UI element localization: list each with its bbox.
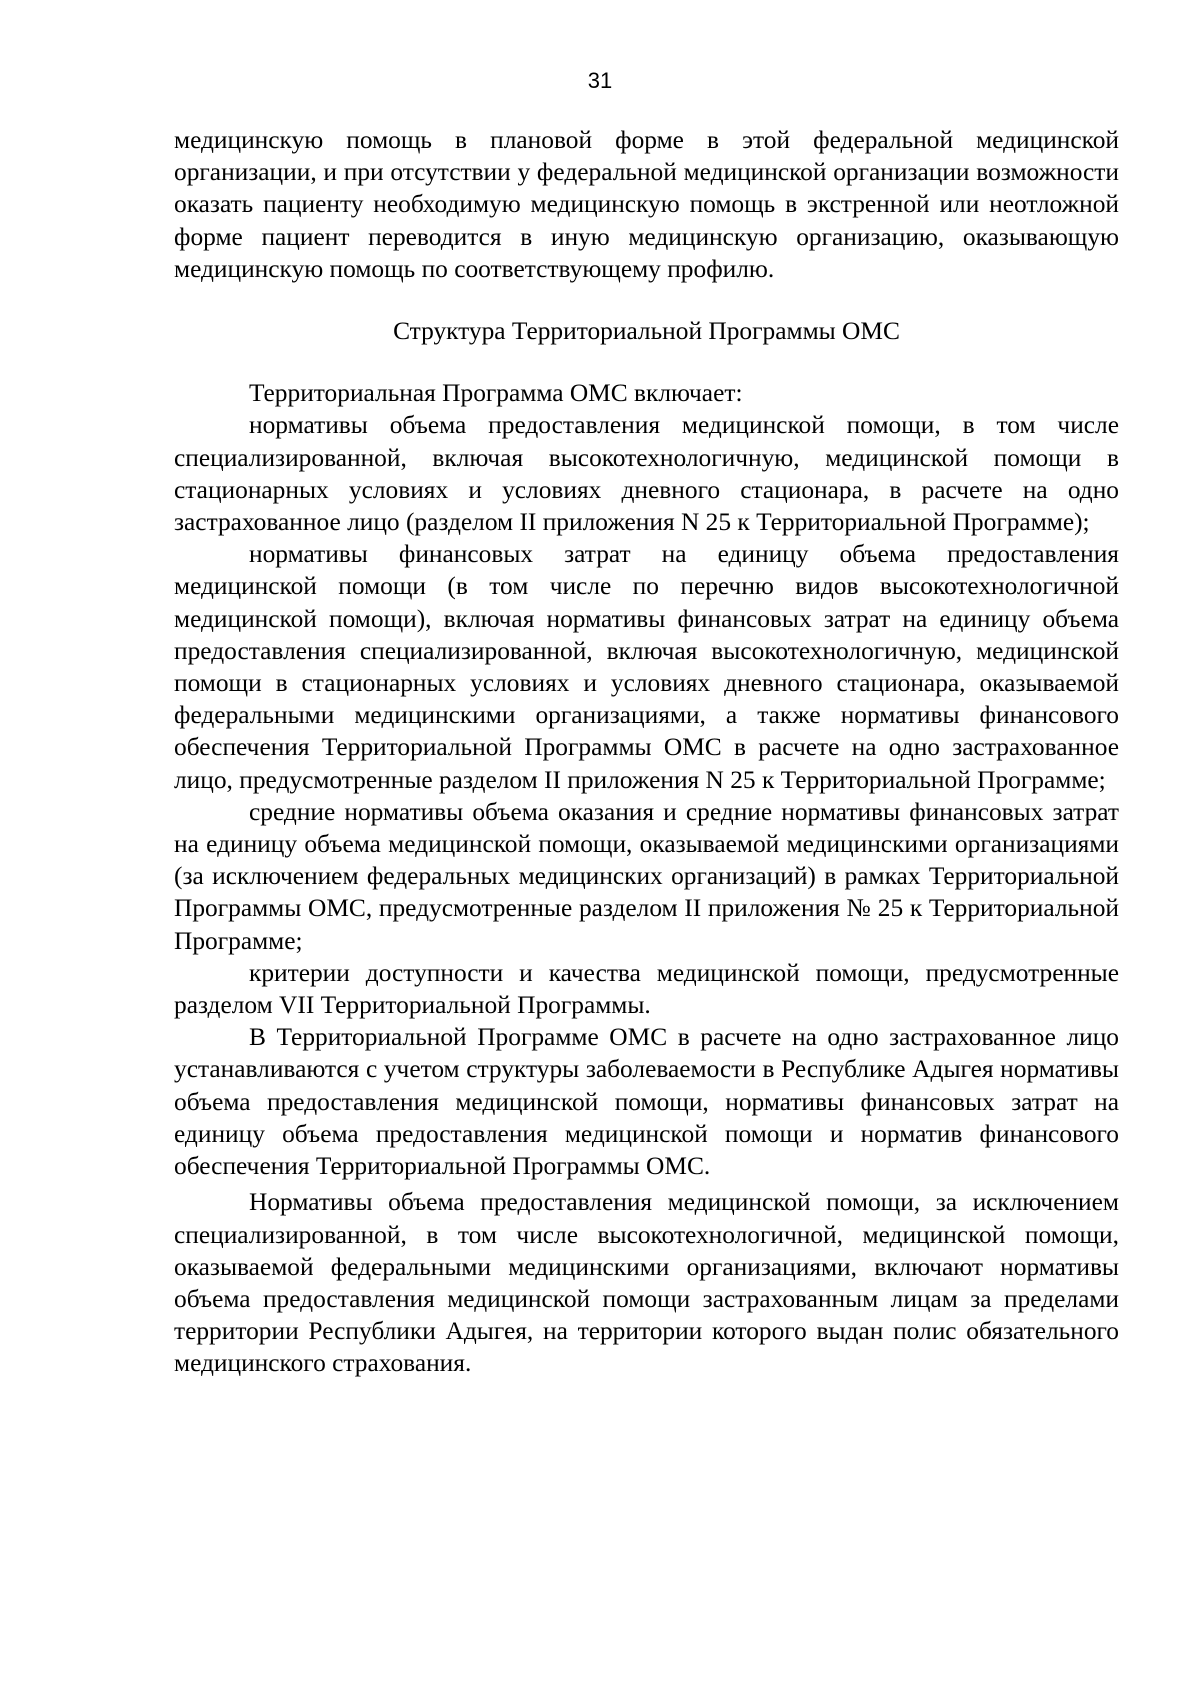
document-body (174, 124, 1119, 1380)
list-item: нормативы объема предоставления медицинской помощи, в том числе специализированной, включая высокотехнологичную, медицинской помощи в стационарных условиях и условиях дневного стационара, в расчете на одно застрахованное лицо (разделом II приложения N 25 к Территориальной Программе); (174, 411, 1119, 537)
page-number: 31 (587, 68, 613, 93)
list-item: критерии доступности и качества медицинской помощи, предусмотренные разделом VII Территориальной Программы. (174, 958, 1119, 1020)
section-heading: Структура Территориальной Программы ОМС (393, 317, 900, 346)
lead-paragraph: Территориальная Программа ОМС включает: (249, 379, 743, 408)
list-item: средние нормативы объема оказания и средние нормативы финансовых затрат на единицу объема медицинской помощи, оказываемой медицинскими организациями (за исключением федеральных медицинских организаций) в рамках Территориальной Программы ОМС, предусмотренные разделом II приложения № 25 к Территориальной Программе; (174, 797, 1119, 955)
norms-paragraph: В Территориальной Программе ОМС в расчете на одно застрахованное лицо устанавливаются с учетом структуры заболеваемости в Республике Адыгея нормативы объема предоставления медицинской помощи, нормативы финансовых затрат на единицу объема предоставления медицинской помощи и норматив финансового обеспечения Территориальной Программы ОМС. (174, 1023, 1119, 1181)
final-paragraph: Нормативы объема предоставления медицинской помощи, за исключением специализированной, в том числе высокотехнологичной, медицинской помощи, оказываемой федеральными медицинскими организациями, включают нормативы объема предоставления медицинской помощи застрахованным лицам за пределами территории Республики Адыгея, на территории которого выдан полис обязательного медицинского страхования. (174, 1188, 1119, 1378)
list-item: нормативы финансовых затрат на единицу объема предоставления медицинской помощи (в том числе по перечню видов высокотехнологичной медицинской помощи), включая нормативы финансовых затрат на единицу объема предоставления специализированной, включая высокотехнологичную, медицинской помощи в стационарных условиях и условиях дневного стационара, оказываемой федеральными медицинскими организациями, а также нормативы финансового обеспечения Территориальной Программы ОМС в расчете на одно застрахованное лицо, предусмотренные разделом II приложения N 25 к Территориальной Программе; (174, 540, 1119, 794)
norms-list (174, 409, 1119, 1021)
intro-paragraph: медицинскую помощь в плановой форме в этой федеральной медицинской организации, и при отсутствии у федеральной медицинской организации возможности оказать пациенту необходимую медицинскую помощь в экстренной или неотложной форме пациент переводится в иную медицинскую организацию, оказывающую медицинскую помощь по соответствующему профилю. (174, 126, 1119, 283)
